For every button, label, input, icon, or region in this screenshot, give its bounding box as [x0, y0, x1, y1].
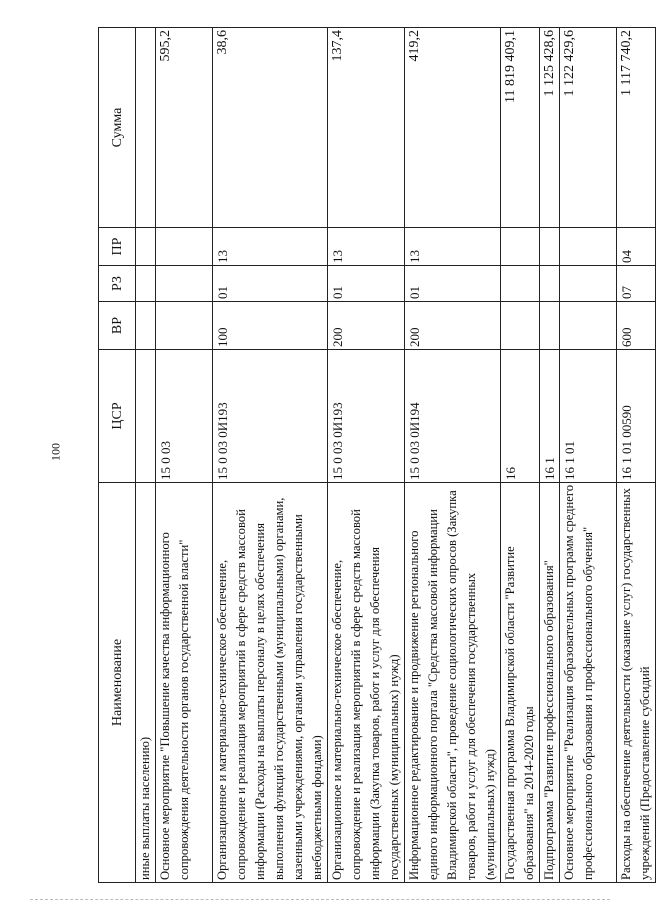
cell-sum: 1 125 428,6 [540, 28, 560, 228]
cell-vr [540, 302, 560, 350]
header-rz: РЗ [99, 266, 136, 302]
cell-rz: 01 [405, 266, 501, 302]
header-vr: ВР [99, 302, 136, 350]
cell-csr: 16 1 [540, 350, 560, 483]
cell-csr: 15 0 03 0И193 [328, 350, 405, 483]
cell-name: Информационное редактирование и продвижение регионального единого информационного портала "Средства массовой информации Владимирской области", проведение социологических опросов (Закупка товаров, работ и услуг для обеспечения государственных (муниципальных) нужд) [405, 483, 501, 883]
cell-vr [156, 302, 213, 350]
cell-pr [501, 228, 540, 266]
cell-sum: 419,2 [405, 28, 501, 228]
cell-sum: 11 819 409,1 [501, 28, 540, 228]
cell-rz: 07 [617, 266, 656, 302]
cell-vr [560, 302, 617, 350]
budget-table [98, 27, 656, 883]
cell-name: Государственная программа Владимирской области "Развитие образования" на 2014-2020 годы [501, 483, 540, 883]
cell-sum [136, 28, 156, 228]
cell-rz: 01 [213, 266, 328, 302]
cell-name: Организационное и материально-техническое обеспечение, сопровождение и реализация мероприятий в сфере средств массовой информации (Расходы на выплаты персоналу в целях обеспечения выполнения функций государственными (муниципальными) органами, казенными учреждениями, органами управления государственными внебюджетными фондами) [213, 483, 328, 883]
table-row [501, 28, 540, 883]
cell-vr: 100 [213, 302, 328, 350]
cell-csr: 15 0 03 [156, 350, 213, 483]
cell-sum: 1 117 740,2 [617, 28, 656, 228]
cell-rz [560, 266, 617, 302]
cell-vr: 600 [617, 302, 656, 350]
table-row [328, 28, 405, 883]
cell-vr: 200 [328, 302, 405, 350]
cell-vr [501, 302, 540, 350]
cell-pr [156, 228, 213, 266]
cell-pr: 13 [213, 228, 328, 266]
cell-name: Подпрограмма "Развитие профессионального образования" [540, 483, 560, 883]
table-row [213, 28, 328, 883]
table-row [136, 28, 156, 883]
table-row [617, 28, 656, 883]
cell-pr [136, 228, 156, 266]
header-pr: ПР [99, 228, 136, 266]
cell-sum: 137,4 [328, 28, 405, 228]
cell-csr: 16 1 01 [560, 350, 617, 483]
cell-sum: 38,6 [213, 28, 328, 228]
page-number: 100 [48, 443, 63, 461]
cell-vr [136, 302, 156, 350]
cell-rz [136, 266, 156, 302]
table-row [540, 28, 560, 883]
cell-rz [156, 266, 213, 302]
cell-name: Основное мероприятие "Повышение качества информационного сопровождения деятельности органов государственной власти" [156, 483, 213, 883]
cell-rz: 01 [328, 266, 405, 302]
cell-csr: 15 0 03 0И193 [213, 350, 328, 483]
header-csr: ЦСР [99, 350, 136, 483]
cell-pr: 04 [617, 228, 656, 266]
table-header-row [99, 28, 136, 883]
cell-csr: 16 [501, 350, 540, 483]
cell-csr: 16 1 01 00590 [617, 350, 656, 483]
scan-edge-line [30, 899, 610, 900]
cell-name: Основное мероприятие "Реализация образовательных программ среднего профессионального образования и профессионального обучения" [560, 483, 617, 883]
cell-sum: 595,2 [156, 28, 213, 228]
cell-name: Организационное и материально-техническое обеспечение, сопровождение и реализация мероприятий в сфере средств массовой информации (Закупка товаров, работ и услуг для обеспечения государственных (муниципальных) нужд) [328, 483, 405, 883]
table-row [560, 28, 617, 883]
cell-name: иные выплаты населению) [136, 483, 156, 883]
header-name: Наименование [99, 483, 136, 883]
header-sum: Сумма [99, 28, 136, 228]
cell-rz [540, 266, 560, 302]
table-row [405, 28, 501, 883]
cell-vr: 200 [405, 302, 501, 350]
rotated-page-content [98, 28, 652, 883]
table-row [156, 28, 213, 883]
cell-csr [136, 350, 156, 483]
cell-sum: 1 122 429,6 [560, 28, 617, 228]
cell-rz [501, 266, 540, 302]
cell-pr: 13 [405, 228, 501, 266]
cell-pr [560, 228, 617, 266]
cell-csr: 15 0 03 0И194 [405, 350, 501, 483]
cell-name: Расходы на обеспечение деятельности (оказание услуг) государственных учреждений (Предоставление субсидий [617, 483, 656, 883]
cell-pr [540, 228, 560, 266]
cell-pr: 13 [328, 228, 405, 266]
